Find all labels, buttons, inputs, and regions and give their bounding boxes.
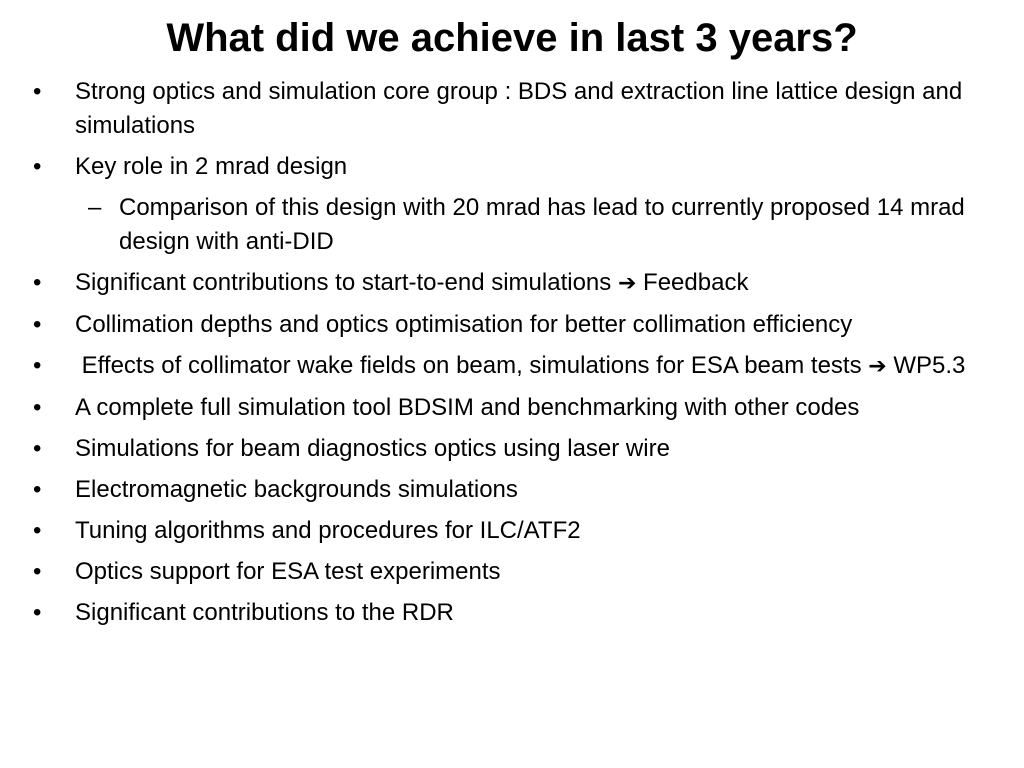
bullet-text: Simulations for beam diagnostics optics using laser wire [75, 435, 670, 462]
bullet-marker: • [33, 599, 42, 626]
bullet-item [0, 266, 1000, 301]
bullet-marker: • [33, 435, 42, 462]
sub-bullet-text: Comparison of this design with 20 mrad has lead to currently proposed 14 mrad design with anti-DID [119, 194, 965, 255]
bullet-text: Optics support for ESA test experiments [75, 558, 501, 585]
sub-bullet-item [0, 191, 1000, 259]
bullet-item [0, 555, 1000, 589]
bullet-text: Key role in 2 mrad design [75, 153, 348, 180]
bullet-marker: • [33, 269, 42, 296]
bullet-text-after: Feedback [636, 269, 749, 296]
bullet-item [0, 150, 1000, 184]
arrow-right-icon: ➔ [868, 354, 887, 379]
arrow-right-icon: ➔ [617, 271, 637, 296]
bullet-text [75, 352, 965, 379]
bullet-text: Strong optics and simulation core group : BDS and extraction line lattice design and simulations [75, 78, 963, 139]
bullet-text: Electromagnetic backgrounds simulations [75, 476, 518, 503]
bullet-list [0, 75, 1000, 637]
bullet-item [0, 514, 1000, 548]
bullet-marker: • [33, 78, 42, 105]
bullet-item [0, 349, 1000, 384]
bullet-item [0, 596, 1000, 630]
bullet-marker: • [33, 311, 42, 338]
bullet-text [75, 269, 748, 296]
bullet-item [0, 308, 1000, 342]
sub-bullet-marker: – [88, 194, 102, 221]
bullet-text: Collimation depths and optics optimisation for better collimation efficiency [75, 311, 853, 338]
bullet-item [0, 391, 1000, 425]
bullet-text: Significant contributions to the RDR [75, 599, 454, 626]
bullet-marker: • [33, 558, 42, 585]
bullet-text: A complete full simulation tool BDSIM and benchmarking with other codes [75, 394, 860, 421]
bullet-text-before: Effects of collimator wake fields on beam, simulations for ESA beam tests [75, 352, 869, 379]
bullet-item [0, 432, 1000, 466]
bullet-item [0, 473, 1000, 507]
bullet-marker: • [33, 517, 42, 544]
slide-title: What did we achieve in last 3 years? [166, 16, 858, 60]
bullet-marker: • [33, 476, 42, 503]
bullet-text-after: WP5.3 [886, 352, 966, 379]
bullet-item [0, 75, 1000, 143]
bullet-text-before: Significant contributions to start-to-end simulations [75, 269, 618, 296]
bullet-text: Tuning algorithms and procedures for ILC/ATF2 [75, 517, 581, 544]
bullet-marker: • [33, 394, 42, 421]
bullet-marker: • [33, 153, 42, 180]
bullet-marker: • [33, 352, 42, 379]
